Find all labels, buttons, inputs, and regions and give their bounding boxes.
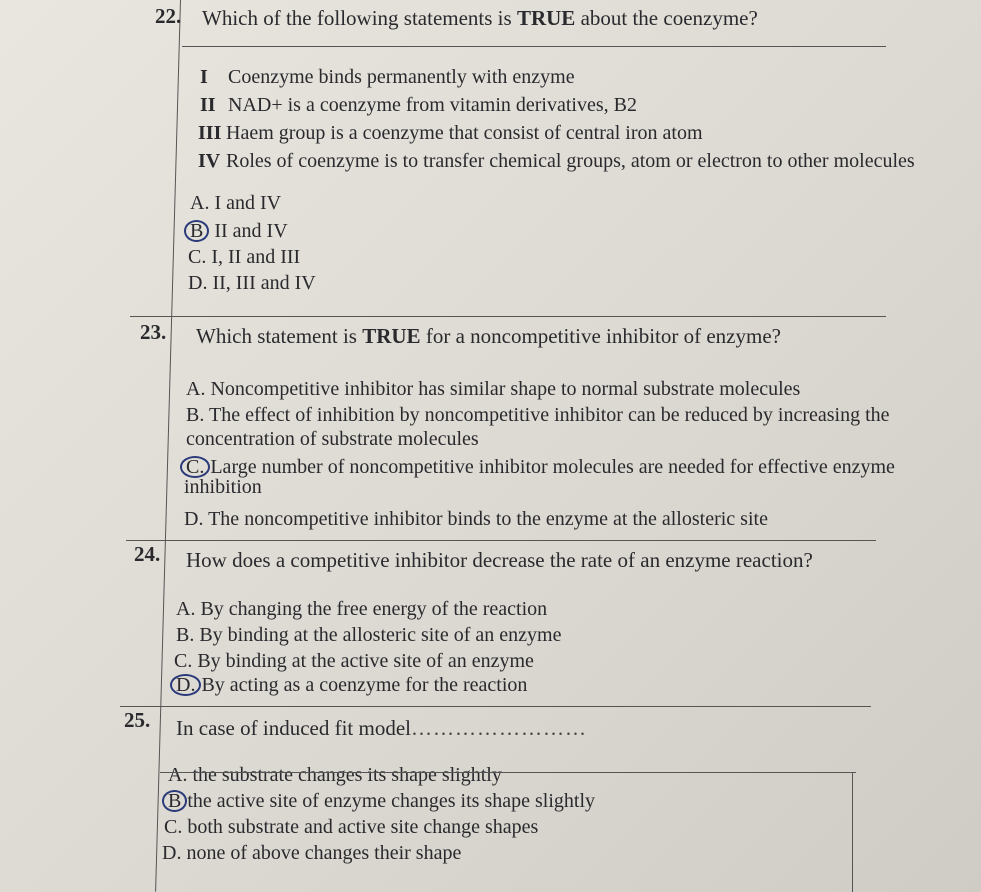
option-text: Noncompetitive inhibitor has similar shape to normal substrate molecules: [210, 378, 801, 400]
option-text: The noncompetitive inhibitor binds to the enzyme at the allosteric site: [208, 508, 768, 530]
row-separator: [120, 706, 871, 707]
option-text: By binding at the allosteric site of an enzyme: [199, 624, 562, 646]
answer-option: [188, 246, 300, 268]
stem-text: about the coenzyme?: [575, 6, 758, 30]
question-stem: [202, 6, 758, 31]
circled-answer-letter: B: [184, 220, 209, 242]
option-text: II, III and IV: [212, 272, 316, 294]
stem-emphasis: TRUE: [516, 6, 576, 30]
row-separator: [130, 316, 886, 317]
option-letter: D.: [184, 508, 204, 530]
answer-option: [188, 272, 316, 294]
option-continuation: concentration of substrate molecules: [186, 428, 479, 450]
option-letter: A.: [168, 764, 188, 786]
question-stem: [186, 548, 813, 573]
answer-option: [190, 220, 288, 242]
option-text: I, II and III: [211, 246, 301, 268]
option-letter: C.: [174, 650, 193, 672]
circled-answer-letter: B: [162, 790, 187, 812]
option-text: By changing the free energy of the reaction: [200, 598, 548, 620]
answer-option: [186, 404, 890, 426]
stem-text: In case of induced fit model: [176, 716, 411, 740]
question-number: 25.: [124, 708, 151, 732]
row-separator: [126, 540, 876, 541]
option-text: II and IV: [214, 220, 288, 242]
question-number: 22.: [155, 4, 182, 28]
statement-numeral: II: [200, 94, 216, 116]
answer-option: [176, 624, 561, 646]
question-number: 23.: [140, 320, 167, 344]
answer-option: [184, 508, 768, 530]
statement-item: [198, 122, 703, 144]
option-text: By acting as a coenzyme for the reaction: [201, 674, 528, 696]
answer-option: [176, 598, 547, 620]
answer-option: [168, 790, 595, 812]
option-continuation: inhibition: [184, 476, 262, 498]
statement-item: [200, 66, 575, 88]
option-text: The effect of inhibition by noncompetitive inhibitor can be reduced by increasing the: [208, 404, 890, 426]
option-letter: C.: [188, 246, 207, 268]
stem-text: Which statement is: [196, 324, 363, 348]
stem-text: Which of the following statements is: [202, 6, 517, 30]
option-text: both substrate and active site change shapes: [187, 816, 539, 838]
answer-option: [164, 816, 538, 838]
option-letter: B.: [186, 404, 205, 426]
answer-option: [176, 674, 527, 696]
answer-option: [174, 650, 534, 672]
option-letter: A.: [190, 192, 210, 214]
statement-numeral: III: [198, 122, 222, 144]
answer-option: [190, 192, 281, 214]
option-letter: C.: [164, 816, 183, 838]
statement-item: [200, 94, 637, 116]
statement-text: Coenzyme binds permanently with enzyme: [228, 66, 575, 88]
row-separator: [160, 772, 856, 773]
option-letter: D.: [188, 272, 208, 294]
option-text: the active site of enzyme changes its shape slightly: [187, 790, 595, 812]
question-number: 24.: [134, 542, 161, 566]
option-text: I and IV: [214, 192, 282, 214]
option-letter: A.: [186, 378, 206, 400]
statement-numeral: IV: [198, 150, 221, 172]
option-text: By binding at the active site of an enzyme: [197, 650, 534, 672]
answer-option: [186, 378, 800, 400]
option-text: the substrate changes its shape slightly: [192, 764, 502, 786]
stem-text: How does a competitive inhibitor decrease the rate of an enzyme reaction?: [186, 548, 813, 572]
statement-text: NAD+ is a coenzyme from vitamin derivatives, B2: [228, 94, 637, 116]
row-separator: [182, 46, 886, 47]
option-text: Large number of noncompetitive inhibitor molecules are needed for effective enzyme: [210, 456, 895, 478]
question-stem: [196, 324, 781, 349]
statement-numeral: I: [200, 66, 208, 88]
right-border: [852, 772, 853, 892]
statement-item: [198, 150, 915, 172]
stem-text: for a noncompetitive inhibitor of enzyme?: [420, 324, 781, 348]
column-divider: [155, 0, 181, 892]
answer-option: [186, 456, 895, 478]
statement-text: Haem group is a coenzyme that consist of central iron atom: [226, 122, 703, 144]
option-letter: D.: [162, 842, 182, 864]
question-stem: [176, 716, 587, 741]
answer-option: [168, 764, 502, 786]
option-letter: A.: [176, 598, 196, 620]
circled-answer-letter: C.: [180, 456, 210, 478]
stem-emphasis: TRUE: [362, 324, 421, 348]
option-letter: B.: [176, 624, 195, 646]
circled-answer-letter: D.: [170, 674, 201, 696]
option-text: none of above changes their shape: [186, 842, 462, 864]
answer-option: [162, 842, 461, 864]
statement-text: Roles of coenzyme is to transfer chemical groups, atom or electron to other molecules: [226, 150, 915, 172]
answer-blank-dots: ……………………: [411, 716, 587, 740]
